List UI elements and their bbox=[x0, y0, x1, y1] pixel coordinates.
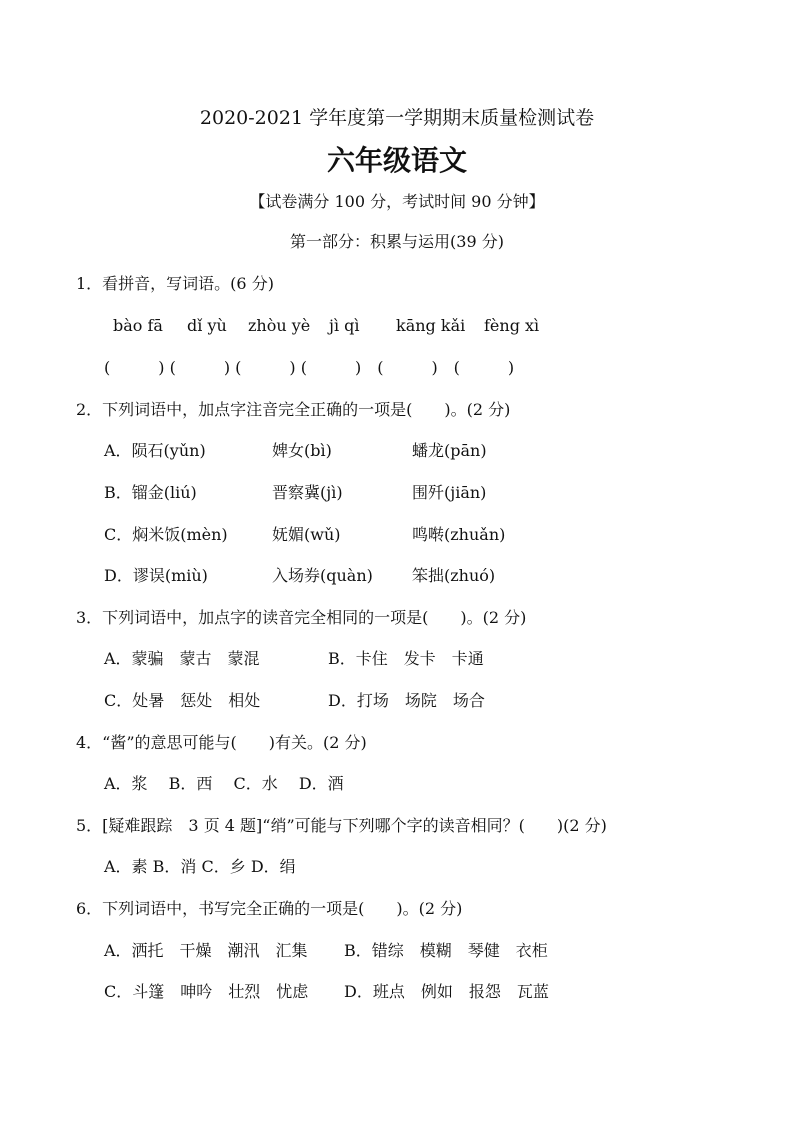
question-5-options: A．素 B．消 C．乡 D．绢 bbox=[104, 857, 296, 876]
option-a: A．蒙骗 蒙古 蒙混 bbox=[104, 649, 260, 668]
subject-title: 六年级语文 bbox=[326, 144, 467, 177]
option-c-word: 鸣啭(zhuǎn) bbox=[412, 525, 506, 544]
option-c: C．焖米饭(mèn) bbox=[104, 525, 228, 544]
question-5-stem: 5．[疑难跟踪 3 页 4 题]“绡”可能与下列哪个字的读音相同？( )(2 分) bbox=[76, 816, 607, 835]
pinyin-item: bào fā bbox=[113, 316, 163, 335]
option-a: A．洒托 干燥 潮汛 汇集 bbox=[104, 941, 308, 960]
pinyin-item: kāng kǎi bbox=[396, 316, 466, 335]
question-1-stem: 1．看拼音，写词语。(6 分) bbox=[76, 274, 274, 293]
option-d-word: 入场券(quàn) bbox=[272, 566, 373, 585]
option-b: B．镏金(liú) bbox=[104, 483, 197, 502]
option-b-word: 晋察冀(jì) bbox=[272, 483, 343, 502]
option-a-word: 蟠龙(pān) bbox=[412, 441, 487, 460]
option-d-word: 笨拙(zhuó) bbox=[412, 566, 496, 585]
option-a-word: 婢女(bì) bbox=[272, 441, 332, 460]
pinyin-item: dǐ yù bbox=[187, 316, 227, 335]
option-c-word: 妩媚(wǔ) bbox=[272, 525, 341, 544]
question-4-stem: 4．“酱”的意思可能与( )有关。(2 分) bbox=[76, 733, 367, 752]
question-6-stem: 6．下列词语中，书写完全正确的一项是( )。(2 分) bbox=[76, 899, 463, 918]
exam-title: 2020-2021 学年度第一学期期末质量检测试卷 bbox=[199, 107, 595, 129]
option-b-word: 围歼(jiān) bbox=[412, 483, 487, 502]
pinyin-item: zhòu yè bbox=[248, 316, 311, 335]
pinyin-item: jì qì bbox=[329, 316, 360, 335]
option-d: D．打场 场院 场合 bbox=[328, 691, 485, 710]
answer-blanks: ( ) ( ) ( ) ( ) ( ) ( ) bbox=[104, 358, 515, 377]
question-2-stem: 2．下列词语中，加点字注音完全正确的一项是( )。(2 分) bbox=[76, 400, 511, 419]
option-c: C．斗篷 呻吟 壮烈 忧虑 bbox=[104, 982, 309, 1001]
section-heading: 第一部分：积累与运用(39 分) bbox=[290, 232, 504, 251]
option-d: D．班点 例如 报怨 瓦蓝 bbox=[344, 982, 549, 1001]
option-d: D．谬误(miù) bbox=[104, 566, 208, 585]
option-c: C．处暑 惩处 相处 bbox=[104, 691, 261, 710]
option-a: A．陨石(yǔn) bbox=[104, 441, 206, 460]
option-b: B．卡住 发卡 卡通 bbox=[328, 649, 484, 668]
question-4-options: A．浆 B．西 C．水 D．酒 bbox=[104, 774, 344, 793]
question-3-stem: 3．下列词语中，加点字的读音完全相同的一项是( )。(2 分) bbox=[76, 608, 527, 627]
exam-note: 【试卷满分 100 分，考试时间 90 分钟】 bbox=[249, 192, 545, 211]
option-b: B．错综 模糊 琴健 衣柜 bbox=[344, 941, 548, 960]
pinyin-item: fèng xì bbox=[484, 316, 540, 335]
